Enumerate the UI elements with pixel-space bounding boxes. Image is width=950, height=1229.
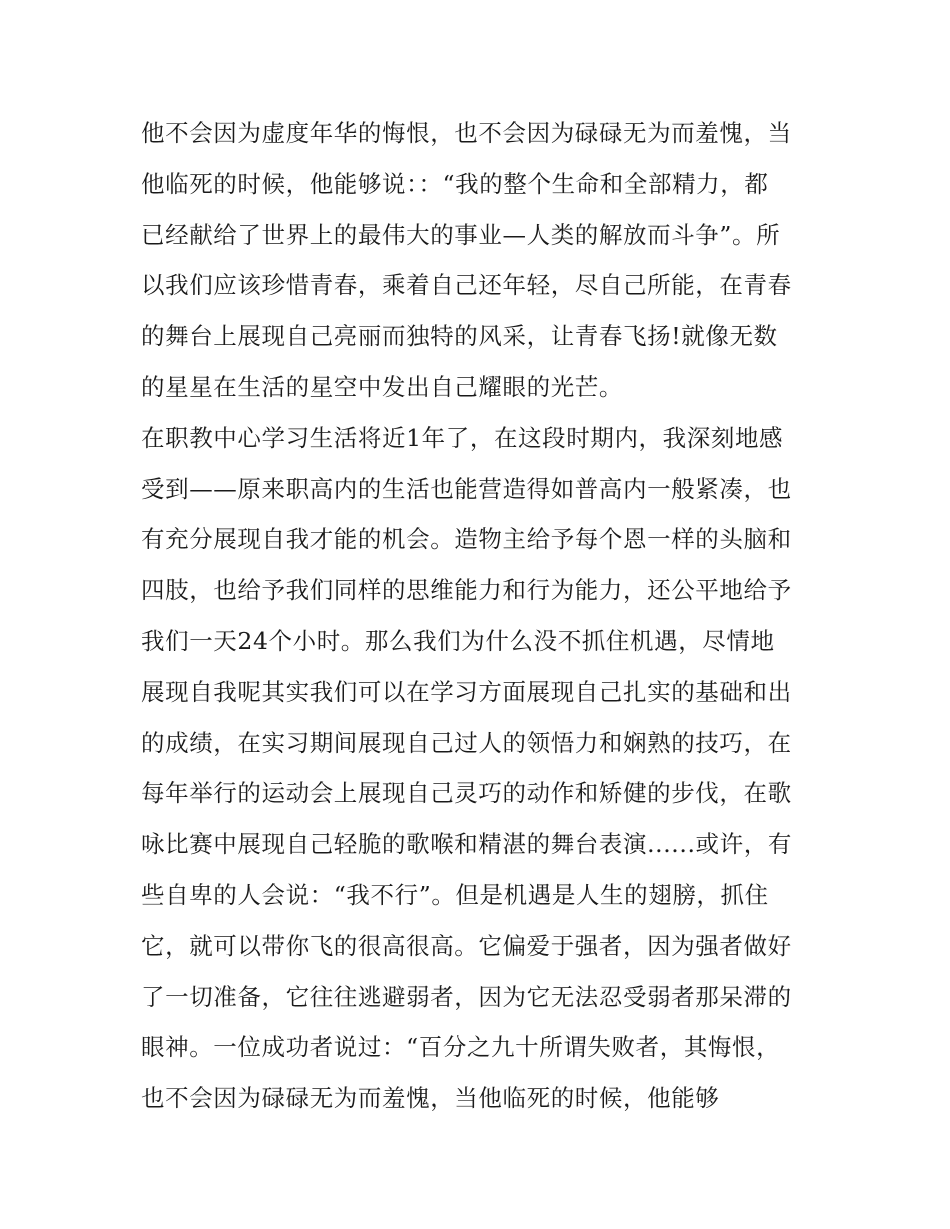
text-line: 四肢，也给予我们同样的思维能力和行为能力，还公平地给予	[141, 576, 792, 605]
text-line: 他不会因为虚度年华的悔恨，也不会因为碌碌无为而羞愧，当	[141, 119, 792, 147]
text-line: 在职教中心学习生活将近1年了，在这段时期内，我深刻地感	[141, 423, 784, 452]
text-line: 它，就可以带你飞的很高很高。它偏爱于强者，因为强者做好	[141, 931, 792, 960]
text-line: 展现自我呢其实我们可以在学习方面展现自己扎实的基础和出	[141, 677, 792, 706]
text-line: 的舞台上展现自己亮丽而独特的风采，让青春飞扬!就像无数	[141, 322, 778, 351]
text-line: 些自卑的人会说：“我不行”。但是机遇是人生的翅膀，抓住	[141, 880, 769, 909]
text-line: 受到——原来职高内的生活也能营造得如普高内一般紧凑，也	[141, 474, 792, 503]
text-line: 咏比赛中展现自己轻脆的歌喉和精湛的舞台表演......或许，有	[141, 830, 792, 859]
text-line: 每年举行的运动会上展现自己灵巧的动作和矫健的步伐，在歌	[141, 779, 792, 808]
body-text	[141, 108, 821, 1124]
text-line: 有充分展现自我才能的机会。造物主给予每个恩一样的头脑和	[141, 525, 792, 554]
text-line: 以我们应该珍惜青春，乘着自己还年轻，尽自己所能，在青春	[141, 271, 792, 300]
text-line: 也不会因为碌碌无为而羞愧，当他临死的时候，他能够	[141, 1084, 720, 1113]
text-line: 的星星在生活的星空中发出自己耀眼的光芒。	[141, 372, 623, 401]
text-line: 的成绩，在实习期间展现自己过人的领悟力和娴熟的技巧，在	[141, 728, 792, 757]
text-line: 我们一天24个小时。那么我们为什么没不抓住机遇，尽情地	[141, 626, 775, 655]
text-line: 他临死的时候，他能够说：：“我的整个生命和全部精力，都	[141, 169, 769, 198]
text-line: 已经献给了世界上的最伟大的事业—人类的解放而斗争”。所	[141, 220, 781, 249]
text-line: 眼神。一位成功者说过：“百分之九十所谓失败者，其悔恨，	[141, 1033, 781, 1062]
text-line: 了一切准备，它往往逃避弱者，因为它无法忍受弱者那呆滞的	[141, 982, 792, 1011]
